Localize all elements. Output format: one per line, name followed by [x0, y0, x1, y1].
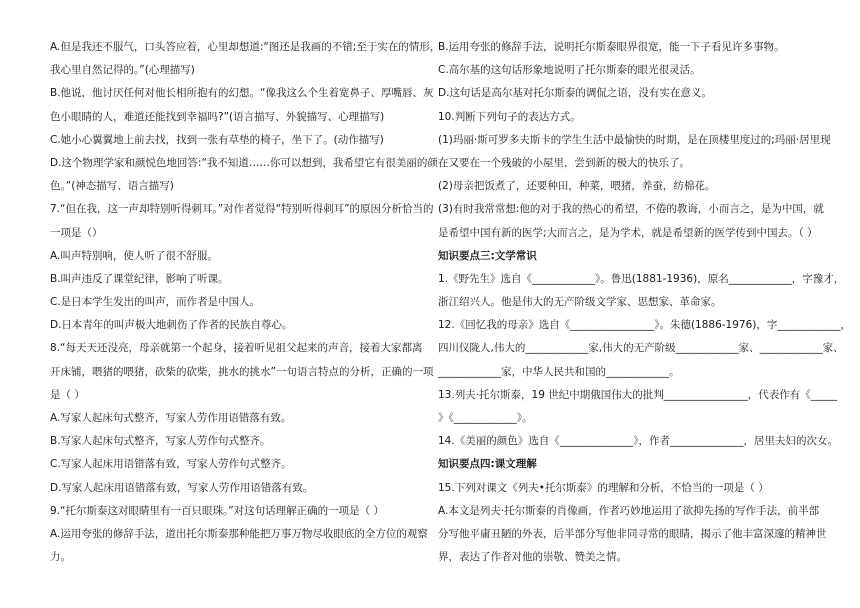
text-line: 一项是（） — [50, 226, 103, 239]
option-d: D.这句话是高尔基对托尔斯泰的调侃之语，没有实在意义。 — [438, 87, 712, 100]
text-line: D.这个物理学家和颜悦色地回答:“我不知道……你可以想到，我希望它有很美丽的颜 — [50, 156, 438, 169]
question-8: 8.“每天天还没亮，母亲就第一个起身，接着听见祖父起来的声音，接着大家都离 — [50, 342, 423, 355]
text-line: 》《____________》。 — [438, 412, 533, 424]
section-heading-literature: 知识要点三:文学常识 — [438, 249, 537, 262]
option-c: C.是日本学生发出的叫声，而作者是中国人。 — [50, 296, 261, 309]
question-11: 1.《野先生》选自《____________》。鲁迅(1881-1936)，原名____________，字豫才， — [438, 272, 845, 285]
question-7: 7.“但在我，这一声却特别听得刺耳。”对作者觉得“特别听得刺耳”的原因分析恰当的 — [50, 203, 434, 216]
option-a: A.运用夸张的修辞手法，道出托尔斯泰那种能把万事万物尽收眼底的全方位的观察 — [50, 527, 428, 540]
text-line: 界，表达了作者对他的崇敬、赞美之情。 — [438, 551, 627, 564]
text-line: 四川仪陇人,伟大的____________家,伟大的无产阶级____________家、____________家、 — [438, 342, 844, 355]
option-b: B.运用夸张的修辞手法，说明托尔斯泰眼界很宽，能一下子看见许多事物。 — [438, 41, 785, 53]
option-c: C.高尔基的这句话形象地说明了托尔斯泰的眼光很灵活。 — [438, 64, 701, 77]
question-13: 13.列夫·托尔斯泰，19 世纪中期俄国伟大的批判________________，代表作有《_____ — [438, 388, 837, 401]
text-line: 是（ ） — [50, 388, 85, 401]
option-b: B.叫声违反了课堂纪律，影响了听课。 — [50, 272, 229, 285]
text-line: (3)有时我常常想:他的对于我的热心的希望，不倦的教诲，小而言之，是为中国，就 — [438, 203, 824, 216]
text-line: 力。 — [50, 551, 71, 564]
text-line: ____________家，中华人民共和国的____________。 — [438, 365, 680, 378]
question-9: 9.“托尔斯泰这对眼睛里有一百只眼珠。”对这句话理解正确的一项是（ ） — [50, 504, 384, 517]
option-c: C.写家人起床用语错落有致，写家人劳作句式整齐。 — [50, 458, 292, 471]
text-line: (2)母亲把饭煮了，还要种田，种菜，喂猪，养蚕，纺棉花。 — [438, 180, 716, 193]
text-line: 色。”(神态描写、语言描写) — [50, 180, 174, 193]
option-a: A.写家人起床句式整齐，写家人劳作用语错落有致。 — [50, 412, 292, 424]
question-14: 14.《美丽的颜色》选自《______________》，作者______________，居里夫妇的次女。 — [438, 435, 838, 448]
option-b: B.写家人起床句式整齐，写家人劳作句式整齐。 — [50, 435, 271, 448]
question-10: 10.判断下列句子的表达方式。 — [438, 110, 581, 123]
right-column — [438, 36, 851, 569]
option-a: A.叫声特别响，使人听了很不舒服。 — [50, 249, 218, 262]
option-a: A.本文是列夫·托尔斯泰的肖像画，作者巧妙地运用了欲抑先扬的写作手法，前半部 — [438, 504, 820, 517]
text-line: (1)玛丽·斯可罗多夫斯卡的学生生活中最愉快的时期，是在顶楼里度过的;玛丽·居里现 — [438, 133, 831, 146]
text-line: 分写他平庸丑陋的外表，后半部分写他非同寻常的眼睛，揭示了他丰富深邃的精神世 — [438, 527, 827, 540]
text-line: B.他说，他讨厌任何对他长相所抱有的幻想。“像我这么个生着宽鼻子、厚嘴唇、灰 — [50, 87, 434, 100]
text-line: 是希望中国有新的医学;大而言之，是为学术，就是希望新的医学传到中国去。（ ） — [438, 226, 818, 239]
question-12: 12.《回忆我的母亲》选自《________________》。朱德(1886-1976)，字____________， — [438, 319, 851, 332]
section-heading-comprehension: 知识要点四:课文理解 — [438, 458, 537, 471]
text-line: 我心里自然记得的。”(心理描写) — [50, 64, 195, 77]
option-d: D.日本青年的叫声极大地刺伤了作者的民族自尊心。 — [50, 319, 293, 332]
text-line: 色小眼睛的人，难道还能找到幸福吗?”(语言描写、外貌描写、心理描写) — [50, 110, 385, 123]
question-15: 15.下列对课文《列夫•托尔斯泰》的理解和分析，不恰当的一项是（ ） — [438, 481, 769, 494]
text-line: 开床铺，喂猪的喂猪，砍柴的砍柴，挑水的挑水”一句语言特点的分析，正确的一项 — [50, 365, 434, 378]
text-line: 在又要在一个残破的小屋里，尝到新的极大的快乐了。 — [438, 156, 690, 169]
option-d: D.写家人起床用语错落有致，写家人劳作用语错落有致。 — [50, 481, 314, 494]
left-column — [50, 36, 441, 569]
text-line: A.但是我还不服气，口头答应着，心里却想道:“图还是我画的不错;至于实在的情形， — [50, 41, 441, 53]
text-line: C.她小心翼翼地上前去找，找到一张有草垫的椅子，坐下了。(动作描写) — [50, 133, 384, 146]
text-line: 浙江绍兴人。他是伟大的无产阶级文学家、思想家、革命家。 — [438, 296, 722, 309]
